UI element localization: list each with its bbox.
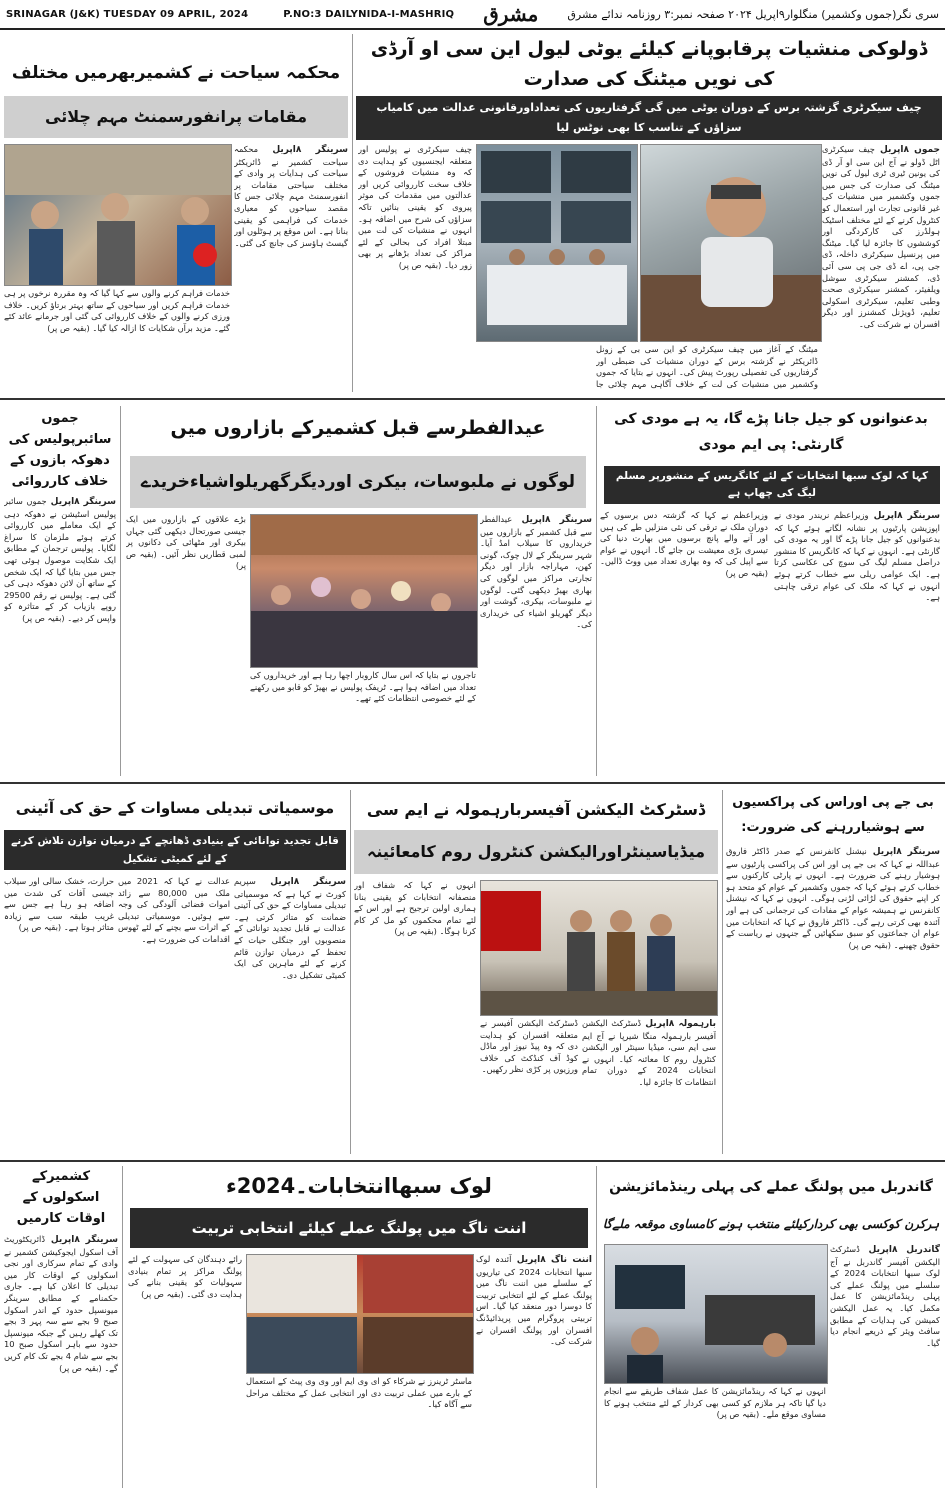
ndps-text-1: چیف سیکرٹری اٹل ڈولو نے آج این سی او آر ڈی کی یونین ٹیری ٹری لیول کی نویں میٹنگ کی صدارت کی جس میں جموں وکشمیر میں منشیات کی غیر قانونی تجارت اور استعمال کو کنٹرول کرنے کے لئے مختلف اسٹیک ہولڈرز کی کارکردگی اور کوششوں کا جائزہ لیا گیا۔ میٹنگ میں پرنسپل سیکرٹری داخلہ، ڈی جی پی، اے ڈی جی پی سی آئی ڈی، کمشنر سیکرٹری سوشل ویلفیئر، کمشنر سیکرٹری صحت وطبی تعلیم، سیکرٹری اسکولی تعلیم، ڈویژنل کمشنرز اور دیگر افسران نے شرکت کی۔ [822, 144, 940, 329]
ls2024-column-2 [246, 1376, 472, 1488]
schools-text-1: ڈائریکٹوریٹ آف اسکول ایجوکیشن کشمیر نے وادی کے تمام سرکاری اور نجی اسکولوں کے اوقات کار میں تبدیلی کا اعلان کیا ہے۔ جاری حکمنامے کے مطابق سرینگر میونسپل حدود کے اندر اسکول صبح 9 بجے سے سہ پہر 3 بجے تک کھلے رہیں گے جبکہ میونسپل حدود سے باہر اسکول صبح 10 بجے سے شام 4 بجے تک کام کریں گے۔ (بقیہ ص پر) [4, 1234, 118, 1373]
ls2024-dateline: اننت ناگ ۸اپریل [511, 1255, 592, 1265]
gbal-subhead: ہرکرن کوکسی بھی کردارکیلئے منتخب ہونے کامساوی موقعہ ملےگا [602, 1217, 940, 1231]
eid-headline: عیدالفطرسے قبل کشمیرکے بازاروں میں [170, 417, 546, 439]
column-divider [122, 1166, 123, 1488]
climate-text-1: سپریم کورٹ نے کہا ہے کہ موسمیاتی تبدیلی مساوات کے حق کی آئینی ضمانت کو متاثر کرتی ہے۔ عدالت نے قابل تجدید توانائی کے منصوبوں اور جنگلی حیات کے تحفظ کے درمیان توازن قائم کرنے کے لئے ماہرین کی ایک کمیٹی تشکیل دی۔ [234, 876, 346, 980]
section-rule [0, 1160, 945, 1162]
climate-dateline: سرینگر ۸اپریل [255, 877, 346, 887]
eid-text-2: تاجروں نے بتایا کہ اس سال کاروبار اچھا رہا ہے اور خریداروں کی تعداد میں اضافہ ہوا ہے۔ ٹریفک پولیس نے بھیڑ کو قابو میں رکھنے کے لئے خصوصی انتظامات کئے تھے۔ [250, 670, 476, 704]
cyber-headline: جموں سائبرپولیس کی دھوکہ بازوں کے خلاف کارروائی [8, 411, 112, 489]
ndps-text-3: چیف سیکرٹری نے پولیس اور متعلقہ ایجنسیوں کو ہدایت دی کہ وہ منشیات فروشوں کے خلاف سخت کارروائی کریں اور عدالتوں میں مقدمات کی موثر پیروی کو یقینی بنائیں تاکہ سزاؤں کی شرح میں اضافہ ہو۔ انہوں نے منشیات کی لت میں مبتلا افراد کی بحالی کے لئے مراکز کی تعداد بڑھانے پر بھی زور دیا۔ (بقیہ ص پر) [358, 144, 472, 270]
eid-column-1 [480, 514, 592, 776]
ndps-subhead: چیف سیکرٹری گزشتہ برس کے دوران یوٹی میں گی گرفتاریوں کی تعداداورقانونی عدالت میں کامیاب سزاؤں کے تناسب کا بھی نوٹس لیا [356, 96, 942, 140]
ndps-column-1 [822, 144, 940, 392]
column-divider [120, 406, 121, 776]
baramulla-column-2 [480, 1018, 578, 1154]
baramulla-headline-2: میڈیاسینٹراورالیکشن کنٹرول روم کامعائینہ [354, 830, 718, 874]
ls2024-column-1 [476, 1254, 592, 1488]
gbal-headline: گاندربل میں پولنگ عملے کی پہلی رینڈمائزیشن [609, 1179, 933, 1195]
bjp-dateline: سرینگر ۸اپریل [866, 847, 940, 857]
gbal-text-2: انہوں نے کہا کہ رینڈمائزیشن کا عمل شفاف طریقے سے انجام دیا گیا تاکہ ہر ملازم کو کسی بھی کردار کے لئے منتخب ہونے کا مساوی موقع ملے۔ (بقیہ ص پر) [604, 1386, 826, 1420]
baramulla-text-2: ڈسٹرکٹ الیکشن آفیسر نے متعلقہ افسران کو ہدایت دی کہ وہ پیڈ نیوز اور ماڈل کوڈ آف کنڈکٹ کی خلاف ورزیوں پر کڑی نظر رکھیں۔ [480, 1018, 578, 1075]
column-divider [350, 790, 351, 1154]
schools-column-1 [4, 1234, 118, 1488]
ndps-headline: ڈولوکی منشیات پرقابوپانے کیلئے یوٹی لیول این سی او آرڈی کی نویں میٹنگ کی صدارت [370, 38, 928, 90]
baramulla-dateline: بارہمولہ ۸اپریل [641, 1019, 716, 1029]
eid-dateline: سرینگر ۸اپریل [512, 515, 592, 525]
meeting-scene [477, 145, 637, 341]
baramulla-text-1: ڈسٹرکٹ الیکشن آفیسر بارہمولہ منگا شیرپا نے آج ایم سی ایم سی، میڈیا سینٹر اور الیکشن کنٹرول روم کا معائنہ کیا۔ انہوں نے انتخابات 2024 کے دوران تمام انتظامات کا جائزہ لیا۔ [582, 1018, 716, 1087]
eid-text-3: بڑے علاقوں کے بازاروں میں ایک جیسی صورتحال دیکھی گئی جہاں بیکری اور مٹھائی کی دکانوں پر لمبی قطاریں نظر آئیں۔ (بقیہ ص پر) [126, 514, 246, 571]
tourism-text-2: خدمات فراہم کرنے والوں سے کہا گیا کہ وہ مقررہ نرخوں پر ہی خدمات فراہم کریں اور سیاحوں کے ساتھ بہتر برتاؤ کریں۔ خلاف ورزی کرنے والوں کے خلاف کارروائی کی گئی اور جرمانے عائد کئے گئے۔ مزید برآں شکایات کا ازالہ کیا گیا۔ (بقیہ ص پر) [4, 288, 230, 333]
baramulla-column-1 [582, 1018, 716, 1154]
schools-headline: کشمیرکے اسکولوں کے اوقات کارمیں [16, 1169, 106, 1226]
bjp-headline: بی جے پی اوراس کی پراکسیوں سے ہوشیاررہنے کی ضرورت: [732, 795, 934, 835]
ndps-text-2: میٹنگ کے آغاز میں چیف سیکرٹری کو این سی بی کے زونل ڈائریکٹر نے گزشتہ برس کے دوران منشیات کی ضبطی اور گرفتاریوں کی تفصیلی رپورٹ پیش کی۔ انہوں نے بتایا کہ جموں وکشمیر میں منشیات کی لت کے خلاف آگاہی مہم چلائی جا [596, 344, 818, 389]
section-rule [0, 398, 945, 400]
column-divider [722, 790, 723, 1154]
climate-subhead: قابل تجدید توانائی کے بنیادی ڈھانچے کے درمیان توازن تلاش کرنے کے لئے کمیٹی تشکیل [4, 830, 346, 870]
control-room-scene [481, 881, 717, 1015]
gbal-column-1 [830, 1244, 940, 1488]
eid-column-3 [126, 514, 246, 776]
ls2024-subhead: اننت ناگ میں پولنگ عملے کیلئے انتخابی تربیت [130, 1208, 588, 1248]
training-scene [247, 1255, 473, 1373]
randomization-scene [605, 1245, 827, 1383]
schools-dateline: سرینگر ۸اپریل [45, 1235, 118, 1245]
eid-column-2 [250, 670, 476, 776]
baramulla-column-3 [354, 880, 476, 1154]
climate-text-2: عدالت نے کہا کہ 2021 میں ملک میں 80,000 سے زائد اموات فضائی آلودگی کی وجہ سے ہوئیں۔ موسمیاتی تبدیلی کے اثرات سے بچنے کے لئے ٹھوس اقدامات کی ضرورت ہے۔ [118, 876, 230, 944]
baramulla-text-3: انہوں نے کہا کہ شفاف اور منصفانہ انتخابات کو یقینی بنانا ہماری اولین ترجیح ہے اور اس کے لئے تمام محکموں کو مل کر کام کرنا ہوگا۔ (بقیہ ص پر) [354, 880, 476, 937]
masthead-urdu-dateline: سری نگر(جموں وکشمیر) منگلوار۹اپریل ۲۰۲۴ صفحہ نمبر:۳ روزنامہ ندائے مشرق [567, 7, 939, 21]
modi-column-2 [600, 510, 768, 774]
modi-headline: بدعنوانوں کو جیل جانا پڑے گا، یہ ہے مودی کی گارنٹی: پی ایم مودی [614, 411, 928, 453]
tourism-inspection-scene [5, 145, 231, 285]
gbal-column-2 [604, 1386, 826, 1488]
column-divider [596, 406, 597, 776]
section-rule [0, 782, 945, 784]
ls2024-text-2: ماسٹر ٹرینرز نے شرکاء کو ای وی ایم اور وی وی پیٹ کے استعمال کے بارے میں عملی تربیت دی اور انتخابی عمل کے مختلف مراحل سے آگاہ کیا۔ [246, 1376, 472, 1410]
cyber-text-1: جموں سائبر پولیس اسٹیشن نے دھوکہ دہی کے ایک معاملے میں کارروائی کرتے ہوئے ملزمان کا سراغ لگایا۔ پولیس ترجمان کے مطابق ایک شکایت موصول ہوئی تھی جس میں بتایا گیا کہ ایک شخص کے ساتھ آن لائن دھوکہ دہی کی گئی ہے۔ پولیس نے رقم 29500 روپے بازیاب کر کے متاثرہ کو واپس کر دیے۔ (بقیہ ص پر) [4, 496, 116, 623]
ndps-column-3 [358, 144, 472, 392]
ls2024-column-3 [128, 1254, 242, 1488]
climate-column-2 [118, 876, 230, 1154]
market-crowd-scene [251, 515, 477, 667]
chief-secretary-photo [640, 144, 822, 342]
tourism-column-2 [4, 288, 230, 392]
climate-column-1 [234, 876, 346, 1154]
meeting-photo [476, 144, 638, 342]
ndps-dateline: جموں ۸اپریل [874, 145, 940, 155]
gbal-dateline: گاندربل ۸اپریل [859, 1245, 940, 1255]
modi-text-1: وزیراعظم نریندر مودی نے اپوزیشن پارٹیوں پر نشانہ لگاتے ہوئے کہا کہ بدعنوانوں کو جیل جانا پڑے گا اور یہ مودی کی گارنٹی ہے۔ انہوں نے کہا کہ کانگریس کا منشور دراصل مسلم لیگ کی سوچ کی عکاسی کرتا ہے۔ ایک عوامی ریلی سے خطاب کرتے ہوئے انہوں نے کہا کہ ملک کی عوام ترقی چاہتی ہے۔ [774, 510, 940, 603]
climate-headline: موسمیاتی تبدیلی مساوات کے حق کی آئینی [15, 799, 335, 817]
column-divider [596, 1166, 597, 1488]
control-room-photo [480, 880, 718, 1016]
bjp-text-1: نیشنل کانفرنس کے صدر ڈاکٹر فاروق عبداللہ نے کہا کہ بی جے پی اور اس کی پراکسی پارٹیوں سے ہوشیار رہنے کی ضرورت ہے۔ انہوں نے پارٹی کارکنوں سے خطاب کرتے ہوئے کہا کہ جموں وکشمیر کے عوام کو متحد ہو کر اپنے حقوق کی لڑائی لڑنی ہوگی۔ انہوں نے کہا کہ نیشنل کانفرنس نے ہمیشہ عوام کے مفادات کی ترجمانی کی ہے اور آئندہ بھی کرتی رہے گی۔ ڈاکٹر فاروق نے کہا کہ انتخابات میں عوام ان جماعتوں کو سبق سکھائیں گے جنہوں نے ریاست کے حقوق چھینے۔ (بقیہ ص پر) [726, 846, 940, 950]
ls2024-text-3: رائے دہندگان کی سہولت کے لئے پولنگ مراکز پر تمام بنیادی سہولیات کو یقینی بنانے کی ہدایت دی گئی۔ (بقیہ ص پر) [128, 1254, 242, 1299]
gbal-text-1: ڈسٹرکٹ الیکشن آفیسر گاندربل نے آج لوک سبھا انتخابات 2024 کے سلسلے میں پولنگ عملے کی پہلی رینڈمائزیشن کا عمل مکمل کیا۔ یہ عمل الیکشن کمیشن کی ہدایات کے مطابق سافٹ ویئر کے ذریعے انجام دیا گیا۔ [830, 1244, 940, 1348]
tourism-column-1 [234, 144, 348, 392]
tourism-text-1: محکمہ سیاحت کشمیر نے ڈائریکٹر سیاحت کی ہدایات پر وادی کے مختلف سیاحتی مقامات پر انفورسمنٹ مہم چلائی جس کا مقصد سیاحوں کو معیاری خدمات کی فراہمی کو یقینی بنانا ہے۔ اس موقع پر ہوٹلوں اور گیسٹ ہاؤسز کی جانچ کی گئی۔ [234, 144, 348, 248]
cyber-column-1 [4, 496, 116, 776]
climate-column-3 [4, 876, 114, 1154]
randomization-photo [604, 1244, 828, 1384]
bjp-column-1 [726, 846, 940, 1152]
tourism-photo [4, 144, 232, 286]
modi-text-2: وزیراعظم نے کہا کہ گزشتہ دس برسوں کے دوران ملک نے ترقی کی نئی منزلیں طے کی ہیں اور آنے والے پانچ برسوں میں بھارت دنیا کی تیسری بڑی معیشت بن جائے گا۔ انہوں نے عوام سے اپیل کی کہ وہ بھاری تعداد میں ووٹ ڈالیں۔ (بقیہ ص پر) [600, 510, 768, 578]
ls2024-headline: لوک سبھاانتخابات۔2024ء [226, 1174, 492, 1198]
market-crowd-photo [250, 514, 478, 668]
modi-dateline: سرینگر ۸اپریل [868, 511, 940, 521]
ndps-column-2 [596, 344, 818, 392]
newspaper-logo: مشرق [483, 2, 539, 26]
eid-subhead: لوگوں نے ملبوسات، بیکری اوردیگرگھریلواشیاءخریدے [130, 456, 586, 508]
climate-text-3: حرارت، خشک سالی اور سیلاب جیسی آفات کی شدت میں اضافہ ہو رہا ہے جس سے غریب طبقہ سب سے زیادہ متاثر ہوتا ہے۔ (بقیہ ص پر) [4, 876, 114, 933]
tourism-headline-1: محکمہ سیاحت نے کشمیربھرمیں مختلف [11, 63, 341, 83]
training-photo [246, 1254, 474, 1374]
column-divider [352, 34, 353, 392]
eid-text-1: عیدالفطر سے قبل کشمیر کے بازاروں میں خریداروں کا سیلاب امڈ آیا۔ شہر سرینگر کے لال چوک، گونی کھن، مہاراجہ بازار اور دیگر تجارتی مراکز میں لوگوں کی بھاری بھیڑ دیکھی گئی۔ لوگوں نے ملبوسات، بیکری، گوشت اور دیگر گھریلو اشیاء کی خریداری کی۔ [480, 514, 592, 630]
masthead [0, 0, 945, 30]
baramulla-headline-1: ڈسٹرکٹ الیکشن آفیسربارہمولہ نے ایم سی [366, 800, 706, 819]
masthead-page-number: P.NO:3 DAILYNIDA-I-MASHRIQ [283, 8, 455, 20]
cyber-dateline: سرینگر ۸اپریل [46, 497, 116, 507]
chief-secretary-figure [641, 145, 821, 341]
tourism-dateline: سرینگر ۸اپریل [258, 145, 348, 155]
ls2024-text-1: آئندہ لوک سبھا انتخابات 2024 کی تیاریوں کے سلسلے میں اننت ناگ میں پولنگ عملے کے لئے انتخابی تربیت کا دوسرا دور منعقد کیا گیا۔ اس تربیتی پروگرام میں پریذائیڈنگ افسران اور پولنگ افسران نے شرکت کی۔ [476, 1254, 592, 1347]
modi-subhead: کہا کہ لوک سبھا انتخابات کے لئے کانگریس کے منشورپر مسلم لیگ کی چھاپ ہے [604, 466, 940, 504]
masthead-dateline: SRINAGAR (J&K) TUESDAY 09 APRIL, 2024 [6, 8, 249, 20]
modi-column-1 [774, 510, 940, 774]
tourism-headline-2: مقامات پرانفورسمنٹ مہم چلائی [4, 96, 348, 138]
